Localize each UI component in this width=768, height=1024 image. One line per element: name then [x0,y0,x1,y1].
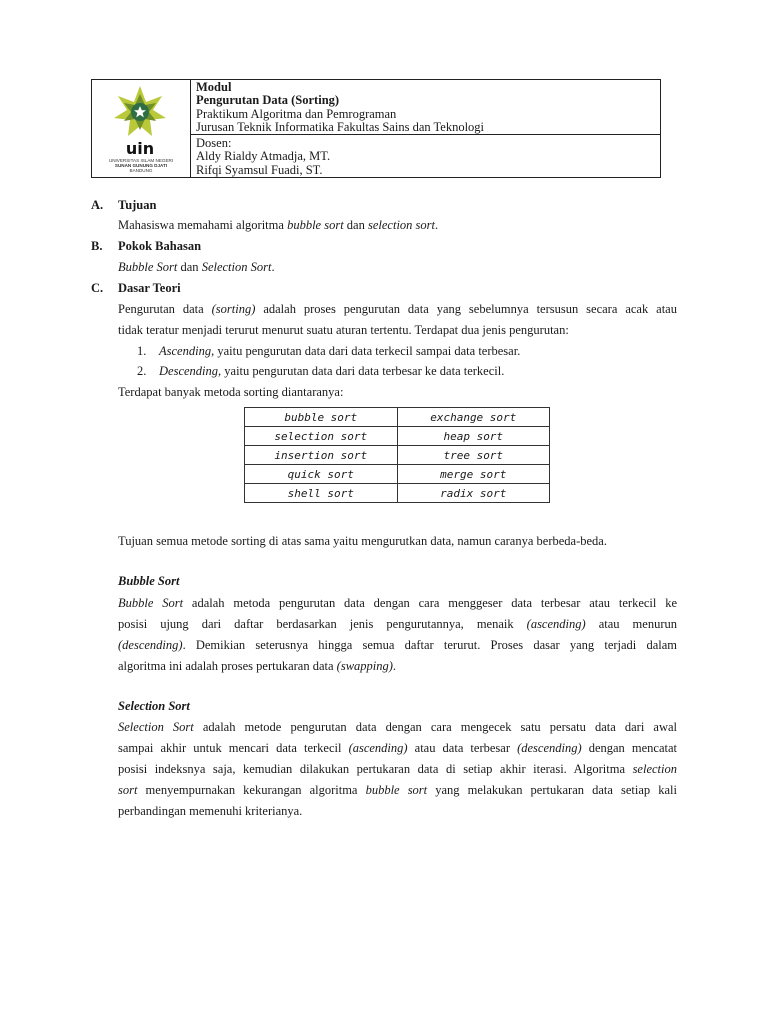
table-cell: quick sort [245,465,398,484]
table-cell: exchange sort [397,408,549,427]
table-cell: radix sort [397,484,549,503]
section-c-letter: C. [91,281,104,295]
table-row [245,465,550,484]
table-row [245,427,550,446]
table-cell: tree sort [397,446,549,465]
table-cell: insertion sort [245,446,398,465]
module-title: Pengurutan Data (Sorting) [196,93,340,108]
table-row [245,446,550,465]
lecturer-name-2: Rifqi Syamsul Fuadi, ST. [196,162,323,177]
lecturer-name-1: Aldy Rialdy Atmadja, MT. [196,149,331,164]
section-b-title: Pokok Bahasan [118,239,202,253]
bubble-sort-line-2: posisi ujung dari daftar berdasarkan jenis pengurutannya, menaik (ascending) atau menurun [118,617,677,631]
selection-sort-heading: Selection Sort [118,699,190,713]
table-row [245,484,550,503]
section-a-text: Mahasiswa memahami algoritma bubble sort dan selection sort. [118,218,439,232]
bubble-sort-line-4: algoritma ini adalah proses pertukaran data (swapping). [118,659,397,673]
selection-sort-line-4: sort menyempurnakan kekurangan algoritma bubble sort yang melakukan pertukaran data setiap kali [118,783,677,797]
methods-intro: Terdapat banyak metoda sorting diantaranya: [118,385,344,399]
selection-sort-line-5: perbandingan memenuhi kriterianya. [118,804,303,818]
section-c-paragraph-line-2: tidak teratur menjadi terurut menurut suatu aturan tertentu. Terdapat dua jenis pengurutan: [118,323,569,337]
table-row [245,408,550,427]
selection-sort-line-1: Selection Sort adalah metode pengurutan data dengan cara mengecek satu persatu data dari awal [118,720,677,734]
section-a-title: Tujuan [118,198,157,212]
section-c-paragraph-line-1: Pengurutan data (sorting) adalah proses pengurutan data yang sebelumnya tersusun secara acak atau [118,302,677,316]
lecturer-cell [191,136,660,177]
sorting-methods-table [244,407,550,503]
list-item-1: Ascending, yaitu pengurutan data dari data terkecil sampai data terbesar. [159,344,521,358]
section-a-letter: A. [91,198,104,212]
section-b-letter: B. [91,239,103,253]
table-cell: bubble sort [245,408,398,427]
table-cell: selection sort [245,427,398,446]
bubble-sort-line-3: (descending). Demikian seterusnya hingga semua daftar terurut. Proses dasar yang terjadi dalam [118,638,677,652]
list-item-2: Descending, yaitu pengurutan data dari data terbesar ke data terkecil. [159,364,505,378]
list-item-1-number: 1. [137,344,147,358]
bubble-sort-line-1: Bubble Sort adalah metoda pengurutan data dengan cara menggeser data terbesar atau terkecil ke [118,596,677,610]
logo-cell [92,80,191,177]
logo-caption-line-3: BANDUNG [129,168,153,173]
logo-caption-line-1: UNIVERSITAS ISLAM NEGERI [108,158,174,163]
table-cell: shell sort [245,484,398,503]
selection-sort-line-2: sampai akhir untuk mencari data terkecil (ascending) atau data terbesar (descending) dengan mencatat [118,741,677,755]
section-c-title: Dasar Teori [118,281,181,295]
course-name: Praktikum Algoritma dan Pemrograman [196,106,397,121]
table-cell: merge sort [397,465,549,484]
bubble-sort-heading: Bubble Sort [118,574,180,588]
methods-summary: Tujuan semua metode sorting di atas sama yaitu mengurutkan data, namun caranya berbeda-beda. [118,534,607,548]
department-name: Jurusan Teknik Informatika Fakultas Sains dan Teknologi [196,120,485,135]
module-label: Modul [196,80,232,94]
lecturer-label: Dosen: [196,136,232,150]
module-info-cell [191,80,660,135]
logo-wordmark: uin [125,139,155,158]
table-cell: heap sort [397,427,549,446]
logo-caption-line-2: SUNAN GUNUNG DJATI [114,163,168,168]
module-header-table [91,79,661,178]
selection-sort-line-3: posisi indeksnya saja, kemudian dilakukan pertukaran data di setiap akhir iterasi. Algoritma selection [118,762,677,776]
section-b-text: Bubble Sort dan Selection Sort. [118,260,275,274]
list-item-2-number: 2. [137,364,147,378]
